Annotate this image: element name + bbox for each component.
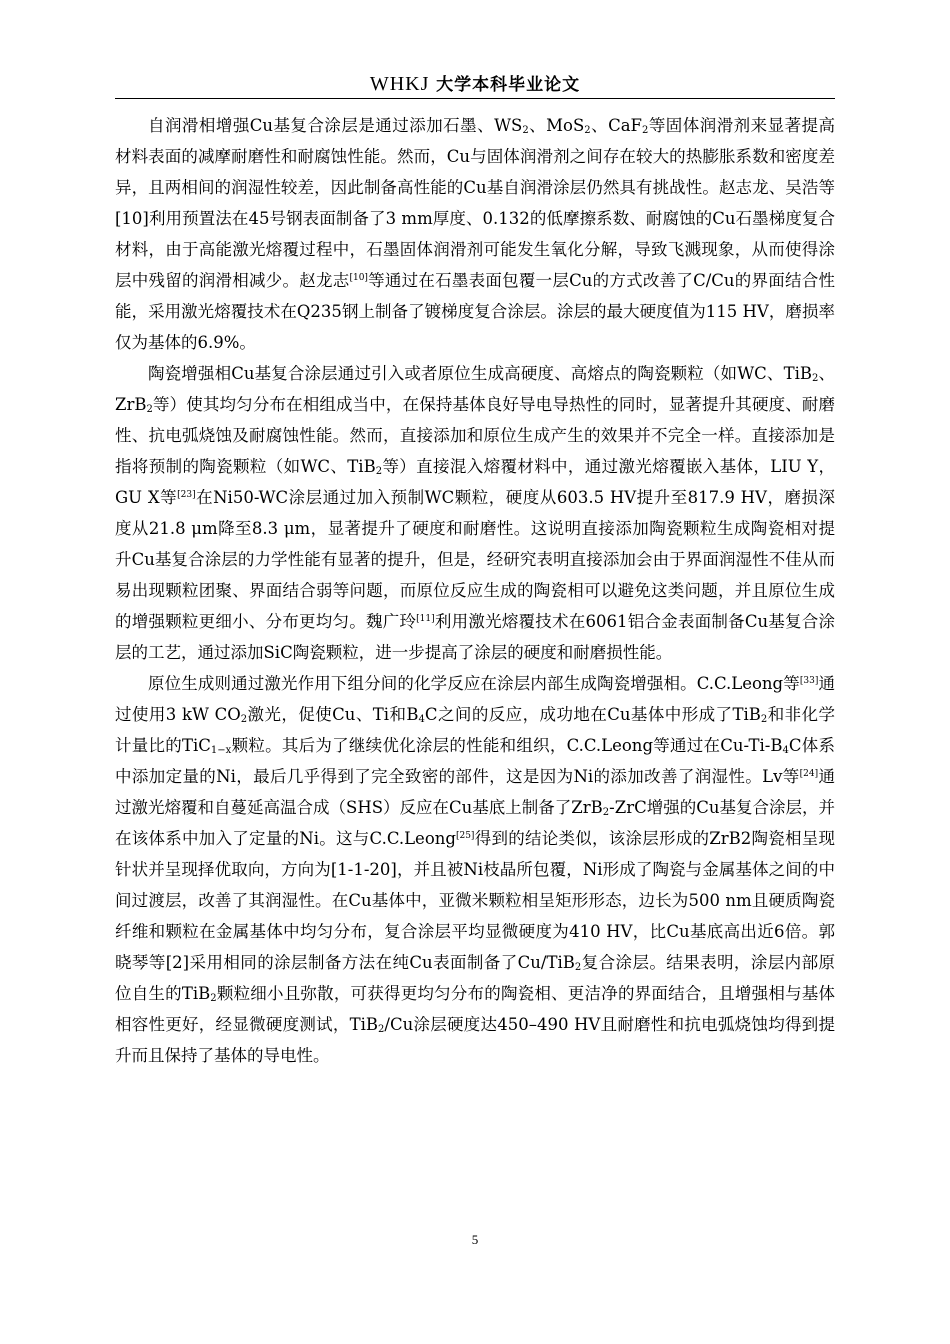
page-number: 5	[471, 1232, 479, 1247]
page-header	[115, 70, 835, 100]
paragraph-in-situ: 原位生成则通过激光作用下组分间的化学反应在涂层内部生成陶瓷增强相。C.C.Leong等[33]通过使用3 kW $CO_2$激光，促使Cu、Ti和$B_4C$之间的反应，成功地在Cu基体中形成了TiB$_2$和非化学计量比的TiC$_{1-x}$颗粒。其后为了继续优化涂层的性能和组织，C.C.Leong等通过在$Cu-Ti-B_4C$体系中添加定量的Ni，最后几乎得到了完全致密的部件，这是因为Ni的添加改善了润湿性。Lv等[24]通过激光熔覆和自蔓延高温合成（SHS）反应在Cu基底上制备了ZrB$_2$-ZrC增强的Cu基复合涂层，并在该体系中加入了定量的Ni。这与C.C.Leong[25]得到的结论类似，该涂层形成的ZrB2陶瓷相呈现针状并呈现择优取向，方向为[1-1-20]，并且被Ni枝晶所包覆，Ni形成了陶瓷与金属基体之间的中间过渡层，改善了其润湿性。在Cu基体中，亚微米颗粒相呈矩形形态，边长为500 nm且硬质陶瓷纤维和颗粒在金属基体中均匀分布，复合涂层平均显微硬度为410 HV，比Cu基底高出近6倍。郭晓琴等[2]采用相同的涂层制备方法在纯Cu表面制备了Cu/TiB$_2$复合涂层。结果表明，涂层内部原位自生的TiB$_2$颗粒细小且弥散，可获得更均匀分布的陶瓷相、更洁净的界面结合，且增强相与基体相容性更好，经显微硬度测试，TiB$_2$/Cu涂层硬度达450–490 HV且耐磨性和抗电弧烧蚀均得到提升而且保持了基体的导电性。	[115, 674, 836, 1065]
header-rule	[115, 98, 835, 99]
header-prefix: WHKJ	[369, 73, 430, 95]
body-text	[115, 110, 835, 1071]
paragraph-self-lubricating: 自润滑相增强Cu基复合涂层是通过添加石墨、$WS_2$、MoS$_2$、CaF$_2$等固体润滑剂来显著提高材料表面的减摩耐磨性和耐腐蚀性能。然而，Cu与固体润滑剂之间存在较大的热膨胀系数和密度差异，且两相间的润湿性较差，因此制备高性能的Cu基自润滑涂层仍然具有挑战性。赵志龙、吴浩等[10]利用预置法在45号钢表面制备了3 mm厚度、0.132的低摩擦系数、耐腐蚀的Cu石墨梯度复合材料，由于高能激光熔覆过程中，石墨固体润滑剂可能发生氧化分解，导致飞溅现象，从而使得涂层中残留的润滑相减少。赵龙志[10]等通过在石墨表面包覆一层Cu的方式改善了C/Cu的界面结合性能，采用激光熔覆技术在Q235钢上制备了镀梯度复合涂层。涂层的最大硬度值为115 HV，磨损率仅为基体的6.9%。	[115, 116, 836, 352]
header-title: 大学本科毕业论文	[436, 75, 581, 95]
paragraph-ceramic-reinforced: 陶瓷增强相Cu基复合涂层通过引入或者原位生成高硬度、高熔点的陶瓷颗粒（如WC、TiB$_2$、ZrB$_2$等）使其均匀分布在相组成当中，在保持基体良好导电导热性的同时，显著提升其硬度、耐磨性、抗电弧烧蚀及耐腐蚀性能。然而，直接添加和原位生成产生的效果并不完全一样。直接添加是指将预制的陶瓷颗粒（如WC、TiB$_2$等）直接混入熔覆材料中，通过激光熔覆嵌入基体，LIU Y，GU X等[23]在Ni50-WC涂层通过加入预制WC颗粒，硬度从603.5 HV提升至817.9 HV，磨损深度从21.8 μm降至8.3 μm，显著提升了硬度和耐磨性。这说明直接添加陶瓷颗粒生成陶瓷相对提升Cu基复合涂层的力学性能有显著的提升，但是，经研究表明直接添加会由于界面润湿性不佳从而易出现颗粒团聚、界面结合弱等问题，而原位反应生成的陶瓷相可以避免这类问题，并且原位生成的增强颗粒更细小、分布更均匀。魏广玲[11]利用激光熔覆技术在6061铝合金表面制备Cu基复合涂层的工艺，通过添加SiC陶瓷颗粒，进一步提高了涂层的硬度和耐磨损性能。	[115, 364, 836, 662]
